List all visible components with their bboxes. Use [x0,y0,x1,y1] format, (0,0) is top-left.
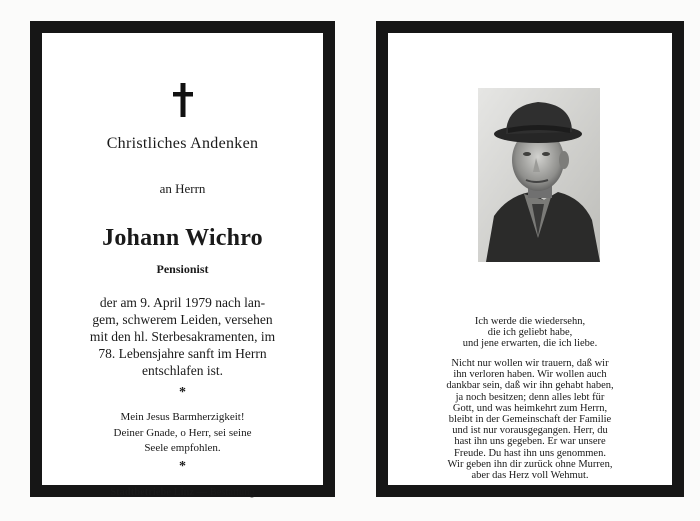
notice-line: 78. Lebensjahre sanft im Herrn [98,346,267,361]
prayer-line: Deiner Gnade, o Herr, sei seine [113,426,252,439]
undertaker-name: Stadtbetriebe Linz [110,487,195,498]
verse-line: Wir geben ihn dir zurück ohne Murren, [447,458,613,470]
consolation-verse [406,358,654,481]
undertaker-line [42,487,323,498]
notice-line: entschlafen ist. [142,363,223,378]
card-back-paper [388,33,672,485]
cross-icon [42,83,323,123]
verse-line: und ist nur vorausgegangen. Herr, du [452,425,608,437]
verse-line: ihn verloren haben. Wir wollen auch [453,369,607,381]
notice-line: mit den hl. Sterbesakramenten, im [89,329,276,344]
salutation: an Herrn [159,181,206,196]
verse-line: Gott, und was heimkehrt zum Herrn, [452,402,608,414]
card-heading: Christliches Andenken [106,135,259,152]
verse-line: hast ihn uns gegeben. Er war unsere [454,436,606,448]
prayer-text [72,410,293,457]
poem-line: Ich werde die wiedersehn, [474,316,586,327]
poem-line: und jene erwarten, die ich liebe. [462,338,598,349]
occupation: Pensionist [156,262,209,276]
verse-line: Freude. Du hast ihn uns genommen. [454,447,606,459]
separator-star: * [179,385,186,400]
verse-line: bleibt in der Gemeinschaft der Familie [448,414,612,426]
undertaker-service: Bestattung [209,487,255,498]
death-notice-text [62,294,303,379]
verse-line: aber das Herz voll Wehmut. [471,470,589,482]
prayer-line: Seele empfohlen. [144,442,221,454]
death-notice-card-back [376,21,684,497]
poem-text [410,316,650,349]
undertaker-dash: — [194,487,210,498]
notice-line: der am 9. April 1979 nach lan- [99,295,266,310]
poem-line: die ich geliebt habe, [487,327,573,338]
verse-line: ja noch besitzen; denn alles lebt für [455,391,605,403]
notice-line: gem, schwerem Leiden, versehen [92,312,273,327]
verse-line: Nicht nur wollen wir trauern, daß wir [451,358,609,369]
prayer-line: Mein Jesus Barmherzigkeit! [120,411,245,423]
separator-star: * [179,459,186,474]
card-front-paper [42,33,323,498]
portrait-photo [478,88,600,262]
death-notice-card-front [30,21,335,497]
deceased-name: Johann Wichro [102,225,263,251]
verse-line: dankbar sein, daß wir ihn gehabt haben, [446,380,614,392]
